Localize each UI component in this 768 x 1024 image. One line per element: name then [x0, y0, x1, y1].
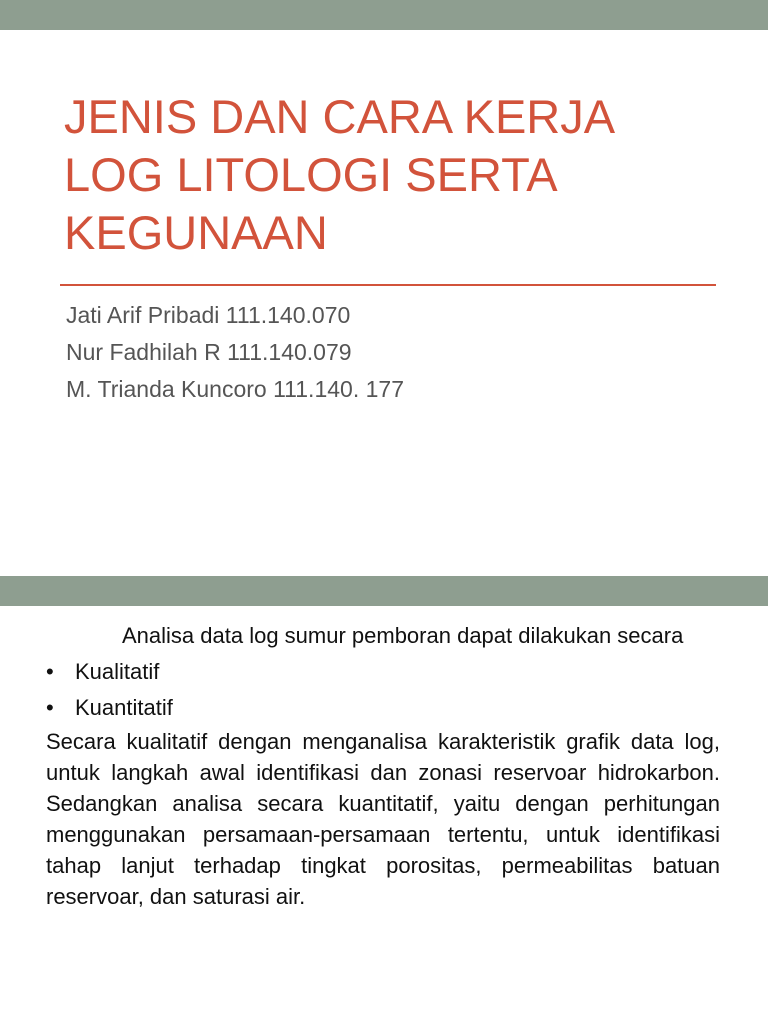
author-item: Jati Arif Pribadi 111.140.070: [66, 302, 351, 328]
bullet-label: Kuantitatif: [75, 695, 173, 720]
bullet-icon: •: [46, 659, 54, 684]
bullet-item: [46, 654, 720, 690]
slide-title: [64, 88, 744, 262]
bullet-list: [46, 654, 720, 726]
bullet-label: Kualitatif: [75, 659, 160, 684]
slide-content: [46, 620, 720, 912]
title-divider: [60, 284, 716, 286]
intro-paragraph: Analisa data log sumur pemboran dapat dilakukan secara: [122, 623, 684, 648]
author-list: [66, 297, 404, 408]
title-line: KEGUNAAN: [64, 206, 328, 259]
author-item: Nur Fadhilah R 111.140.079: [66, 339, 352, 365]
title-line: LOG LITOLOGI SERTA: [64, 148, 558, 201]
body-paragraph: Secara kualitatif dengan menganalisa karakteristik grafik data log, untuk langkah awal identifikasi dan zonasi reservoar hidrokarbon. Sedangkan analisa secara kuantitatif, yaitu dengan perhitungan menggunakan persamaan-persamaan tertentu, untuk identifikasi tahap lanjut terhadap tingkat porositas, permeabilitas batuan reservoar, dan saturasi air.: [46, 729, 720, 909]
bullet-icon: •: [46, 695, 54, 720]
author-item: M. Trianda Kuncoro 111.140. 177: [66, 376, 404, 402]
bullet-item: [46, 690, 720, 726]
title-line: JENIS DAN CARA KERJA: [64, 90, 616, 143]
slide-header-band: [0, 0, 768, 30]
slide-separator-band: [0, 576, 768, 606]
